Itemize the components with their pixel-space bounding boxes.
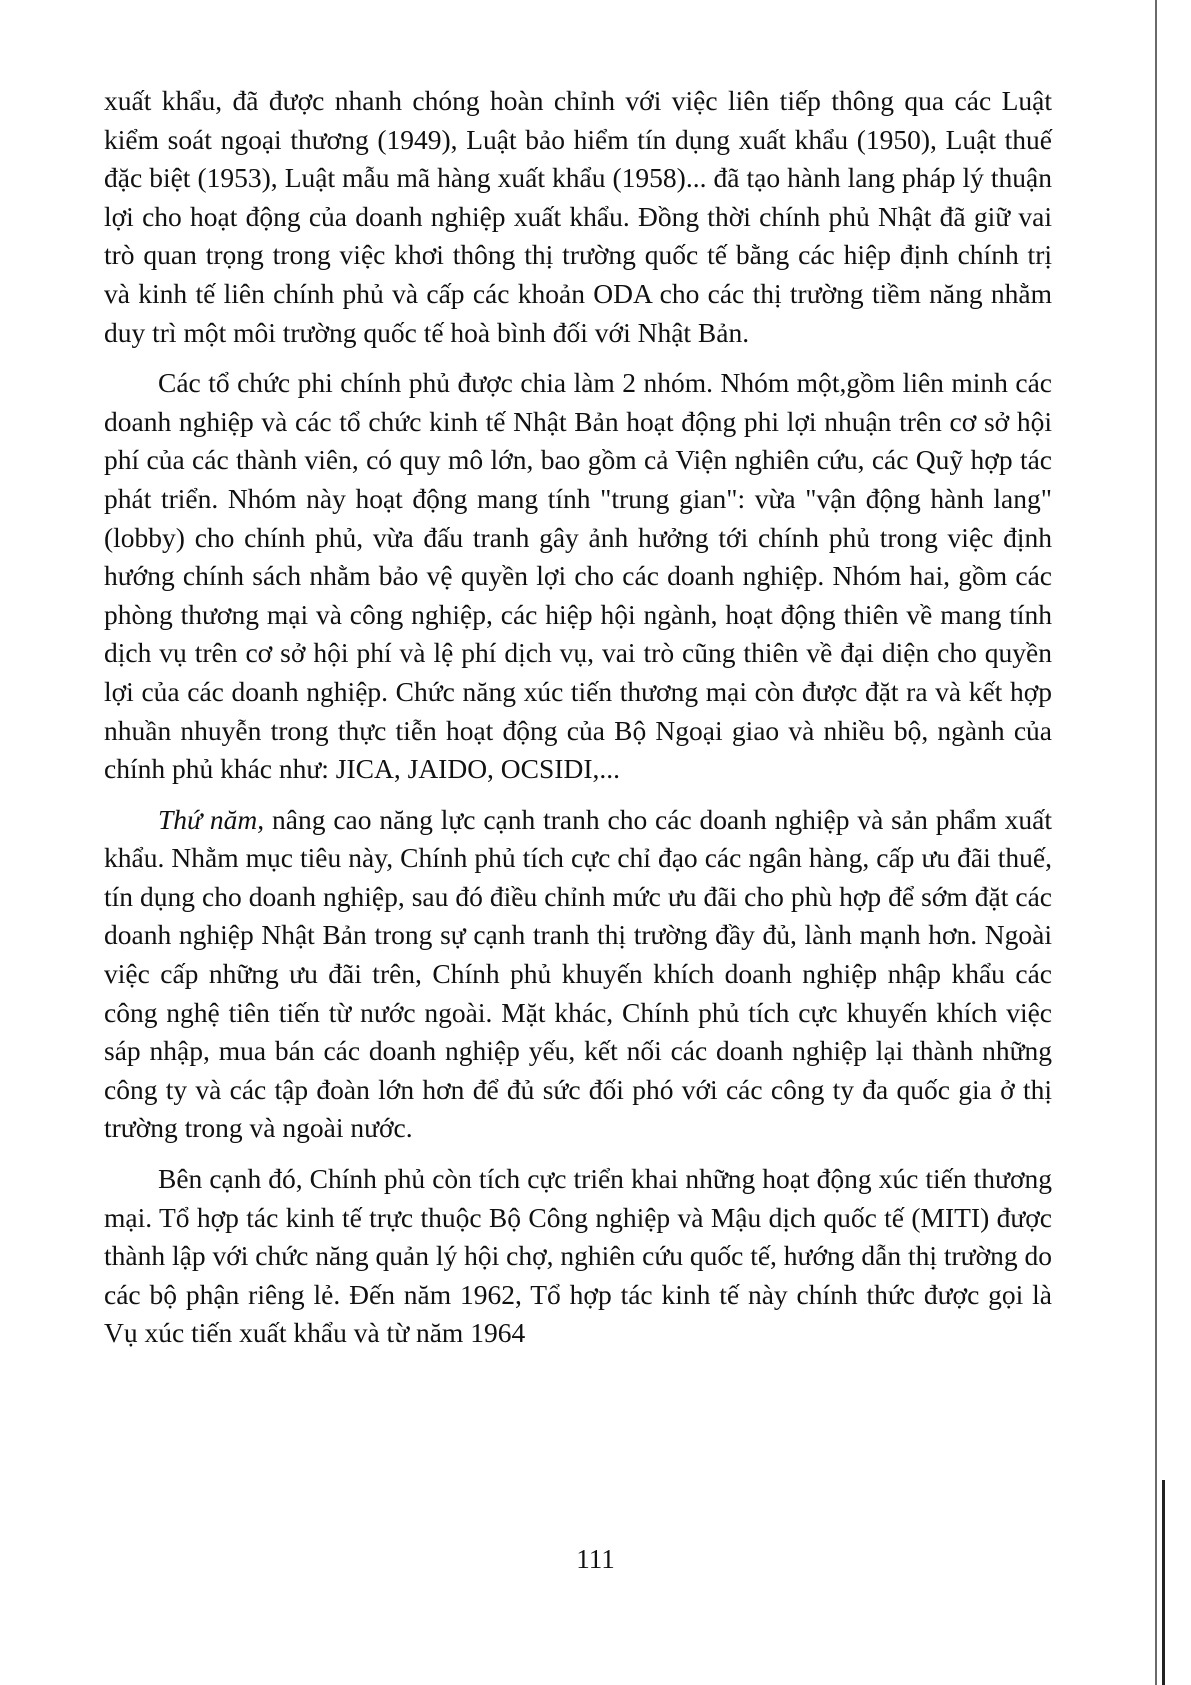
page-number: 111 <box>576 1544 615 1574</box>
paragraph-3 <box>104 801 1052 1148</box>
paragraph-3-text: nâng cao năng lực cạnh tranh cho các doanh nghiệp và sản phẩm xuất khẩu. Nhằm mục tiêu này, Chính phủ tích cực chỉ đạo các ngân hàng, cấp ưu đãi thuế, tín dụng cho doanh nghiệp, sau đó điều chỉnh mức ưu đãi cho phù hợp để sớm đặt các doanh nghiệp Nhật Bản trong sự cạnh tranh thị trường đầy đủ, lành mạnh hơn. Ngoài việc cấp những ưu đãi trên, Chính phủ khuyến khích doanh nghiệp nhập khẩu các công nghệ tiên tiến từ nước ngoài. Mặt khác, Chính phủ tích cực khuyến khích việc sáp nhập, mua bán các doanh nghiệp yếu, kết nối các doanh nghiệp lại thành những công ty và các tập đoàn lớn hơn để đủ sức đối phó với các công ty đa quốc gia ở thị trường trong và ngoài nước. <box>104 803 1053 1144</box>
paragraph-3-lead: Thứ năm, <box>158 803 265 835</box>
paragraph-2 <box>104 364 1052 789</box>
scan-page-edge <box>1155 0 1157 1685</box>
body-text <box>104 82 1052 1365</box>
paragraph-4-text: Bên cạnh đó, Chính phủ còn tích cực triển khai những hoạt động xúc tiến thương mại. Tổ hợp tác kinh tế trực thuộc Bộ Công nghiệp và Mậu dịch quốc tế (MITI) được thành lập với chức năng quản lý hội chợ, nghiên cứu quốc tế, hướng dẫn thị trường do các bộ phận riêng lẻ. Đến năm 1962, Tổ hợp tác kinh tế này chính thức được gọi là Vụ xúc tiến xuất khẩu và từ năm 1964 <box>104 1163 1052 1349</box>
paragraph-2-text: Các tổ chức phi chính phủ được chia làm 2 nhóm. Nhóm một,gồm liên minh các doanh nghiệp và các tổ chức kinh tế Nhật Bản hoạt động phi lợi nhuận trên cơ sở hội phí của các thành viên, có quy mô lớn, bao gồm cả Viện nghiên cứu, các Quỹ hợp tác phát triển. Nhóm này hoạt động mang tính "trung gian": vừa "vận động hành lang" (lobby) cho chính phủ, vừa đấu tranh gây ảnh hưởng tới chính phủ trong việc định hướng chính sách nhằm bảo vệ quyền lợi cho các doanh nghiệp. Nhóm hai, gồm các phòng thương mại và công nghiệp, các hiệp hội ngành, hoạt động thiên về mang tính dịch vụ trên cơ sở hội phí và lệ phí dịch vụ, vai trò cũng thiên về đại diện cho quyền lợi của các doanh nghiệp. Chức năng xúc tiến thương mại còn được đặt ra và kết hợp nhuần nhuyễn trong thực tiễn hoạt động của Bộ Ngoại giao và nhiều bộ, ngành của chính phủ khác như: JICA, JAIDO, OCSIDI,... <box>104 367 1052 785</box>
paragraph-4 <box>104 1160 1052 1353</box>
paragraph-1 <box>104 82 1052 352</box>
scan-page-edge-shadow <box>1162 1480 1165 1685</box>
paragraph-1-text: xuất khẩu, đã được nhanh chóng hoàn chỉnh với việc liên tiếp thông qua các Luật kiểm soát ngoại thương (1949), Luật bảo hiểm tín dụng xuất khẩu (1950), Luật thuế đặc biệt (1953), Luật mẫu mã hàng xuất khẩu (1958)... đã tạo hành lang pháp lý thuận lợi cho hoạt động của doanh nghiệp xuất khẩu. Đồng thời chính phủ Nhật đã giữ vai trò quan trọng trong việc khơi thông thị trường quốc tế bằng các hiệp định chính trị và kinh tế liên chính phủ và cấp các khoản ODA cho các thị trường tiềm năng nhằm duy trì một môi trường quốc tế hoà bình đối với Nhật Bản. <box>104 85 1052 348</box>
